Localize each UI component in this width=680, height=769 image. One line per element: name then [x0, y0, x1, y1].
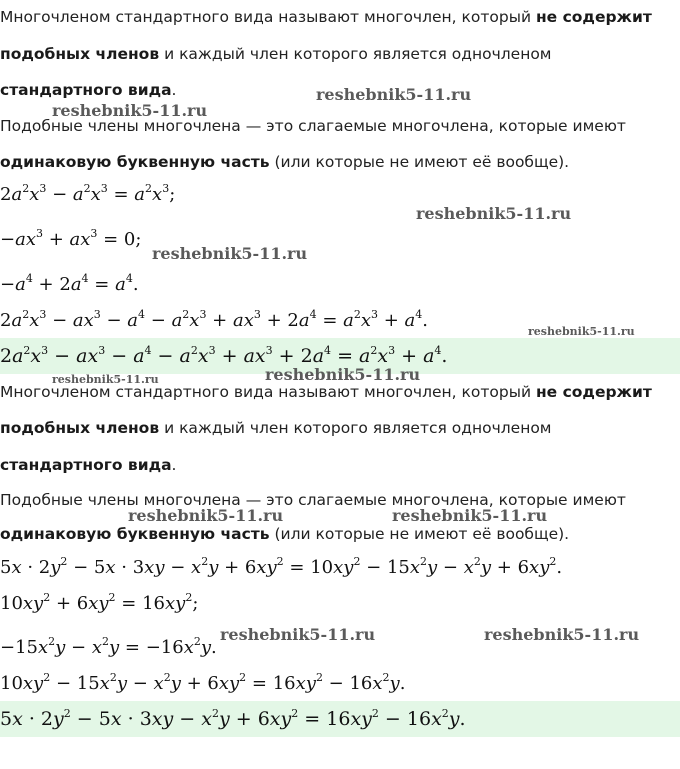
equation-7: $-15x^2y - x^2y = -16x^2y$.: [0, 635, 217, 658]
bold-term: не содержит: [535, 8, 652, 26]
definition-line-1: Многочленом стандартного вида называют многочлен, который не содержит: [0, 8, 652, 26]
watermark: reshebnik5-11.ru: [392, 506, 548, 525]
watermark: reshebnik5-11.ru: [416, 204, 572, 223]
bold-term: стандартного вида: [0, 81, 172, 99]
similar-terms-line-2: одинаковую буквенную часть (или которые не имеют её вообще).: [0, 525, 570, 543]
watermark: reshebnik5-11.ru: [52, 101, 208, 120]
definition-line-3: стандартного вида.: [0, 81, 177, 99]
watermark: reshebnik5-11.ru: [316, 85, 472, 104]
watermark: reshebnik5-11.ru: [484, 625, 640, 644]
equation-5: $5x \cdot 2y^2 - 5x \cdot 3xy - x^2y + 6xy^2 = 10xy^2 - 15x^2y - x^2y + 6xy^2$.: [0, 555, 563, 578]
bold-term: одинаковую буквенную часть: [0, 153, 270, 171]
bold-term: подобных членов: [0, 419, 160, 437]
equation-3: $-a^4 + 2a^4 = a^4$.: [0, 272, 139, 295]
bold-term: не содержит: [535, 383, 652, 401]
bold-term: одинаковую буквенную часть: [0, 525, 270, 543]
definition-line-1: Многочленом стандартного вида называют многочлен, который не содержит: [0, 383, 652, 401]
watermark: reshebnik5-11.ru: [152, 244, 308, 263]
answer-equation-2: $5x \cdot 2y^2 - 5x \cdot 3xy - x^2y + 6xy^2 = 16xy^2 - 16x^2y$.: [0, 707, 466, 730]
equation-6: $10xy^2 + 6xy^2 = 16xy^2$;: [0, 591, 199, 614]
watermark: reshebnik5-11.ru: [220, 625, 376, 644]
equation-2: $-ax^3 + ax^3 = 0$;: [0, 227, 142, 250]
definition-line-2: подобных членов и каждый член которого является одночленом: [0, 419, 552, 437]
bold-term: подобных членов: [0, 45, 160, 63]
watermark: reshebnik5-11.ru: [265, 365, 421, 384]
answer-equation-1: $2a^2x^3 - ax^3 - a^4 - a^2x^3 + ax^3 + 2a^4 = a^2x^3 + a^4$.: [0, 344, 448, 367]
watermark: reshebnik5-11.ru: [528, 325, 635, 338]
equation-1: $2a^2x^3 - a^2x^3 = a^2x^3$;: [0, 182, 176, 205]
definition-line-2: подобных членов и каждый член которого является одночленом: [0, 45, 552, 63]
similar-terms-line-1: Подобные члены многочлена — это слагаемые многочлена, которые имеют: [0, 117, 626, 135]
similar-terms-line-2: одинаковую буквенную часть (или которые не имеют её вообще).: [0, 153, 570, 171]
watermark: reshebnik5-11.ru: [128, 506, 284, 525]
similar-terms-line-1: Подобные члены многочлена — это слагаемые многочлена, которые имеют: [0, 491, 626, 509]
bold-term: стандартного вида: [0, 456, 172, 474]
definition-line-3: стандартного вида.: [0, 456, 177, 474]
equation-4: $2a^2x^3 - ax^3 - a^4 - a^2x^3 + ax^3 + 2a^4 = a^2x^3 + a^4$.: [0, 308, 429, 331]
watermark: reshebnik5-11.ru: [52, 373, 159, 386]
equation-8: $10xy^2 - 15x^2y - x^2y + 6xy^2 = 16xy^2 - 16x^2y$.: [0, 671, 406, 694]
